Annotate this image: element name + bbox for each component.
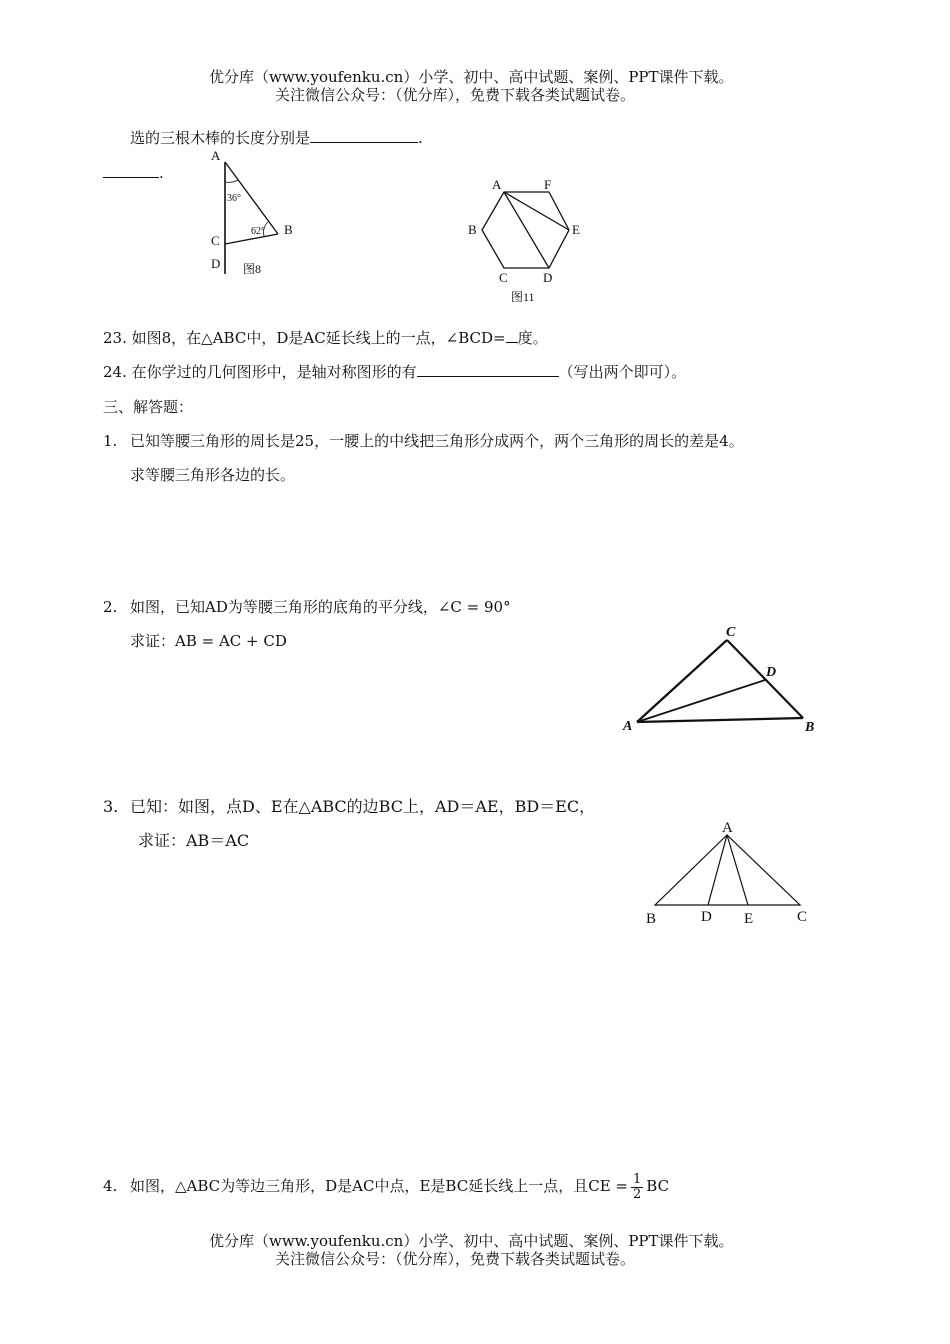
fraction-one-half bbox=[631, 1173, 643, 1202]
figure-11 bbox=[462, 172, 592, 308]
footer-line-1: 优分库（www.youfenku.cn）小学、初中、高中试题、案例、PPT课件下载。 bbox=[209, 1232, 734, 1250]
label-c: C bbox=[211, 233, 220, 248]
label-f: F bbox=[544, 177, 552, 192]
answer-blank bbox=[417, 362, 559, 377]
problem-2-figure bbox=[615, 618, 825, 743]
answer-blank bbox=[506, 328, 518, 343]
stray-answer-line bbox=[103, 163, 164, 183]
problem-4-number: 4. bbox=[103, 1177, 118, 1195]
diagonal-ad bbox=[504, 192, 549, 268]
problem-1-line-2: 求等腰三角形各边的长。 bbox=[130, 466, 296, 484]
section-title: 三、解答题： bbox=[103, 398, 194, 416]
side-ac bbox=[637, 640, 727, 722]
problem-4-end: BC bbox=[646, 1177, 670, 1195]
header-line-2: 关注微信公众号：（优分库），免费下载各类试题试卷。 bbox=[275, 86, 636, 104]
label-a: A bbox=[211, 148, 221, 163]
problem-2-line-2: 求证：AB = AC + CD bbox=[130, 632, 287, 650]
stick-question bbox=[130, 128, 423, 148]
figure-11-caption: 图11 bbox=[511, 290, 535, 304]
bisector-ad bbox=[637, 680, 765, 722]
segment-ad bbox=[708, 835, 727, 905]
problem-3-figure bbox=[640, 815, 820, 930]
angle-62-label: 62° bbox=[251, 226, 265, 237]
answer-blank bbox=[310, 128, 418, 143]
label-c: C bbox=[797, 909, 808, 925]
question-23-text: 如图8，在△ABC中，D是AC延长线上的一点，∠BCD= bbox=[131, 329, 506, 347]
label-a: A bbox=[492, 177, 502, 192]
problem-3-line-2: 求证：AB＝AC bbox=[138, 831, 250, 850]
stick-question-text: 选的三根木棒的长度分别是 bbox=[130, 129, 311, 147]
problem-4-text: 如图，△ABC为等边三角形，D是AC中点，E是BC延长线上一点，且CE = bbox=[130, 1177, 628, 1195]
angle-arc-a bbox=[225, 180, 238, 182]
stray-blank-end: . bbox=[159, 164, 164, 182]
label-d: D bbox=[766, 665, 777, 680]
figure-8 bbox=[200, 146, 310, 281]
question-23-end: 度。 bbox=[517, 329, 548, 347]
problem-3-line-1: 已知：如图，点D、E在△ABC的边BC上，AD＝AE，BD＝EC， bbox=[130, 797, 596, 816]
label-c: C bbox=[499, 270, 508, 285]
side-cb bbox=[727, 640, 803, 718]
question-24-text: 在你学过的几何图形中，是轴对称图形的有 bbox=[131, 363, 417, 381]
problem-1-number: 1. bbox=[103, 432, 118, 450]
problem-2-number: 2. bbox=[103, 598, 118, 616]
fraction-numerator: 1 bbox=[632, 1171, 642, 1187]
label-e: E bbox=[744, 911, 754, 927]
problem-3-number: 3. bbox=[103, 797, 119, 816]
label-e: E bbox=[572, 222, 580, 237]
label-b: B bbox=[284, 222, 293, 237]
label-a: A bbox=[722, 820, 733, 836]
angle-36-label: 36° bbox=[227, 193, 241, 204]
header-line-1: 优分库（www.youfenku.cn）小学、初中、高中试题、案例、PPT课件下载。 bbox=[209, 68, 734, 86]
question-24-end: （写出两个即可）。 bbox=[558, 363, 687, 381]
label-c: C bbox=[726, 625, 736, 640]
problem-2-line-1: 如图，已知AD为等腰三角形的底角的平分线，∠C = 90° bbox=[130, 598, 511, 616]
fraction-denominator: 2 bbox=[632, 1186, 642, 1202]
label-b: B bbox=[646, 911, 657, 927]
footer-line-2: 关注微信公众号：（优分库），免费下载各类试题试卷。 bbox=[275, 1250, 636, 1268]
question-24-number: 24. bbox=[103, 363, 127, 381]
label-b: B bbox=[805, 720, 815, 735]
question-23 bbox=[103, 328, 548, 348]
label-d: D bbox=[543, 270, 553, 285]
question-23-number: 23. bbox=[103, 329, 127, 347]
side-ab bbox=[637, 718, 803, 722]
problem-4 bbox=[130, 1170, 669, 1202]
label-d: D bbox=[211, 256, 221, 271]
figure-8-caption: 图8 bbox=[243, 262, 262, 276]
label-a: A bbox=[623, 719, 633, 734]
stick-question-end: . bbox=[418, 129, 423, 147]
hexagon bbox=[482, 192, 569, 268]
label-b: B bbox=[468, 222, 477, 237]
problem-1-line-1: 已知等腰三角形的周长是25，一腰上的中线把三角形分成两个，两个三角形的周长的差是4。 bbox=[130, 432, 744, 450]
triangle-abc bbox=[655, 835, 800, 905]
label-d: D bbox=[701, 909, 712, 925]
question-24 bbox=[103, 362, 686, 382]
answer-blank bbox=[103, 163, 159, 178]
